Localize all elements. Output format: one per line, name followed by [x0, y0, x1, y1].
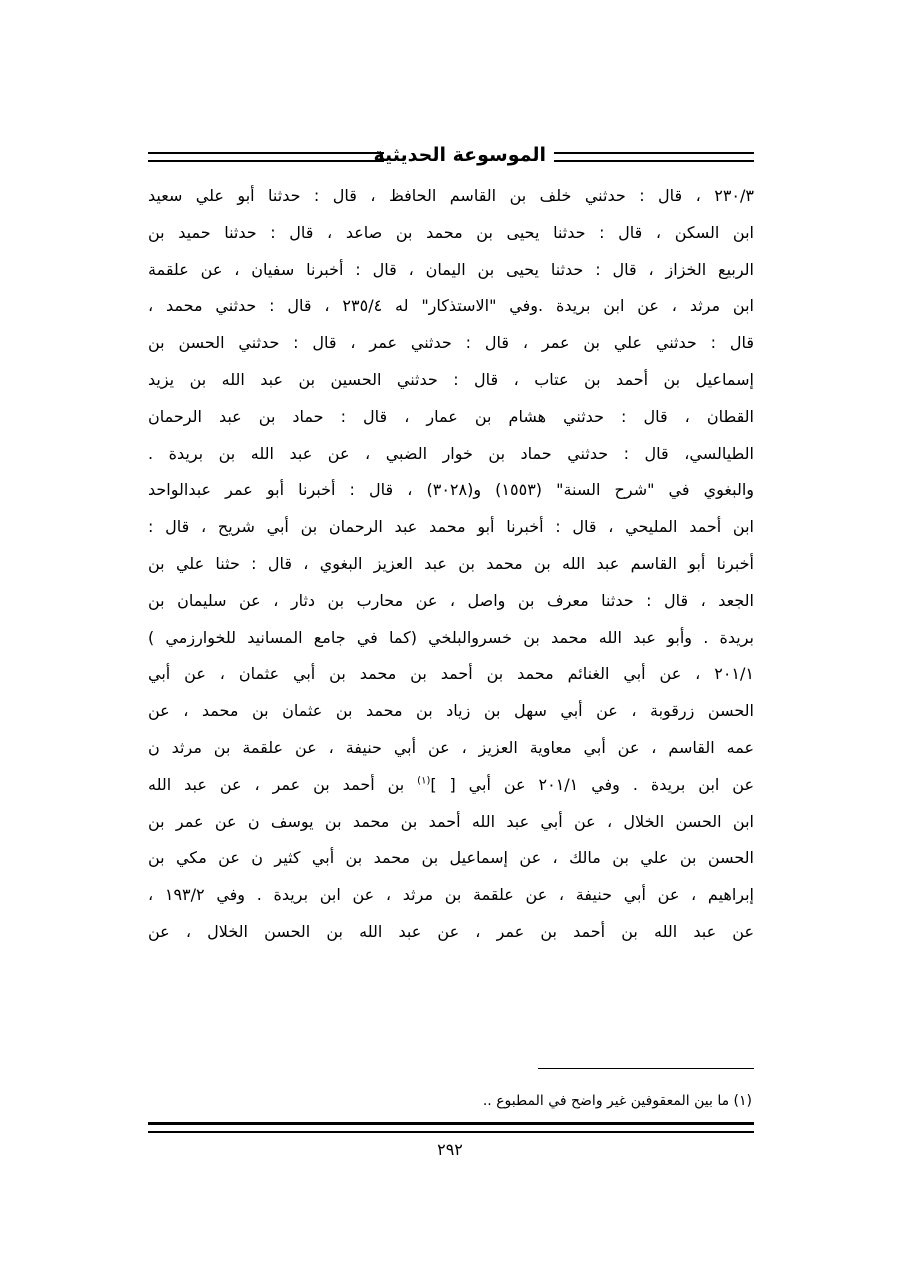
text-line-19: الحسن بن علي بن مالك ، عن إسماعيل بن محمد بن أبي كثير ن عن مكي بن	[148, 848, 754, 868]
text-line-18: ابن الحسن الخلال ، عن أبي عبد الله أحمد بن محمد بن يوسف ن عن عمر بن	[148, 811, 754, 831]
text-line-10: ابن أحمد المليحي ، قال : أخبرنا أبو محمد عبد الرحمان بن أبي شريح ، قال :	[148, 517, 754, 537]
text-line-14: ٢٠١/١ ، عن أبي الغنائم محمد بن أحمد بن محمد بن أبي عثمان ، عن أبي	[148, 664, 754, 684]
text-line-21: عن عبد الله بن أحمد بن عمر ، عن عبد الله بن الحسن الخلال ، عن	[148, 921, 754, 941]
footnote-separator	[538, 1068, 754, 1069]
text-line-13: بريدة . وأبو عبد الله محمد بن خسروالبلخي (كما في جامع المسانيد للخوارزمي )	[148, 627, 754, 647]
text-line-11: أخبرنا أبو القاسم عبد الله بن محمد بن عبد العزيز البغوي ، قال : حثنا علي بن	[148, 553, 754, 573]
line-17-before: عن ابن بريدة . وفي ٢٠١/١ عن أبي [ ]	[430, 774, 754, 794]
header-title: الموسوعة الحديثية	[373, 144, 546, 166]
text-line-15: الحسن زرقوبة ، عن أبي سهل بن زياد بن محمد بن عثمان بن محمد ، عن	[148, 701, 754, 721]
footnote-marker: (١)	[417, 775, 431, 787]
footer-rule	[148, 1122, 754, 1133]
text-line-12: الجعد ، قال : حدثنا معرف بن واصل ، عن محارب بن دثار ، عن سليمان بن	[148, 590, 754, 610]
text-line-1: ٢٣٠/٣ ، قال : حدثني خلف بن القاسم الحافظ ، قال : حدثنا أبو علي سعيد	[148, 186, 754, 205]
header-rule-left-long	[148, 152, 384, 162]
line-17-after: بن أحمد بن عمر ، عن عبد الله	[148, 774, 418, 794]
text-line-9: والبغوي في "شرح السنة" (١٥٥٣) و(٣٠٢٨) ، قال : أخبرنا أبو عمر عبدالواحد	[148, 480, 754, 500]
footnote: (١) ما بين المعقوفين غير واضح في المطبوع ..	[482, 1093, 752, 1109]
body-text	[148, 178, 754, 951]
text-line-5: قال : حدثني علي بن عمر ، قال : حدثني عمر ، قال : حدثني الحسن بن	[148, 333, 754, 353]
header-rule-right	[554, 152, 754, 162]
text-line-8: الطيالسي، قال : حدثني حماد بن خوار الضبي ، عن عبد الله بن بريدة .	[148, 443, 754, 463]
text-line-16: عمه القاسم ، عن أبي معاوية العزيز ، عن أبي حنيفة ، عن علقمة بن مرثد ن	[148, 737, 754, 757]
text-line-4: ابن مرثد ، عن ابن بريدة .وفي "الاستذكار" له ٢٣٥/٤ ، قال : حدثني محمد ،	[148, 296, 754, 316]
page-number: ٢٩٢	[437, 1140, 463, 1159]
text-line-17	[148, 767, 754, 804]
text-line-2: ابن السكن ، قال : حدثنا يحيى بن محمد بن صاعد ، قال : حدثنا حميد بن	[148, 222, 754, 242]
text-line-3: الربيع الخزاز ، قال : حدثنا يحيى بن اليمان ، قال : أخبرنا سفيان ، عن علقمة	[148, 259, 754, 279]
text-line-20: إبراهيم ، عن أبي حنيفة ، عن علقمة بن مرثد ، عن ابن بريدة . وفي ١٩٣/٢ ،	[148, 885, 754, 905]
text-line-7: القطان ، قال : حدثني هشام بن عمار ، قال : حماد بن عبد الرحمان	[148, 406, 754, 426]
running-header	[148, 140, 754, 174]
text-line-6: إسماعيل بن أحمد بن عتاب ، قال : حدثني الحسين بن عبد الله بن يزيد	[148, 369, 754, 389]
